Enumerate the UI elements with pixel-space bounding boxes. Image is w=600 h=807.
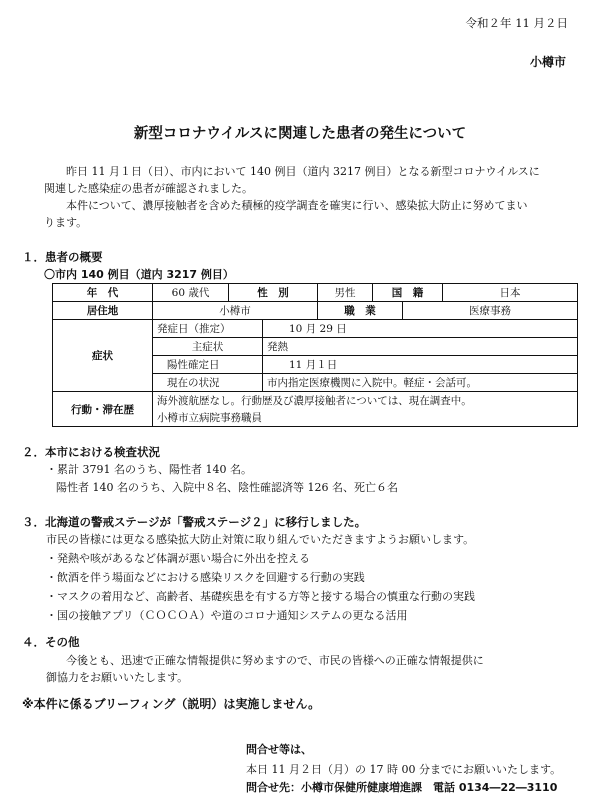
nationality-value: 日本 (443, 284, 578, 302)
list-item: ・マスクの着用など、高齢者、基礎疾患を有する方等と接する場合の慎重な行動の実践 (46, 590, 475, 603)
table-row (53, 284, 578, 302)
contact-deadline: 本日 11 月２日（月）の 17 時 00 分までにお願いいたします。 (246, 763, 562, 776)
case-label: 〇市内 140 例目（道内 3217 例目） (44, 268, 234, 281)
section4-line1: 今後とも、迅速で正確な情報提供に努めますので、市民の皆様への正確な情報提供に (66, 654, 484, 667)
activity-label: 行動・滞在歴 (53, 392, 153, 427)
sex-label: 性 別 (229, 284, 318, 302)
section3-heading: ３．北海道の警戒ステージが「警戒ステージ２」に移行しました。 (22, 515, 367, 529)
intro-para1-line1: 昨日 11 月１日（日）、市内において 140 例目（道内 3217 例目）となる新型コロナウイルスに (66, 165, 540, 178)
positive-date-label: 陽性確定日 (153, 356, 263, 374)
sex-value: 男性 (318, 284, 373, 302)
patient-info-table (52, 283, 578, 427)
section2-line2: 陽性者 140 名のうち、入院中８名、陰性確認済等 126 名、死亡６名 (56, 481, 398, 494)
release-date: 令和２年 11 月２日 (465, 16, 568, 30)
main-symptom-label: 主症状 (153, 338, 263, 356)
residence-label: 居住地 (53, 302, 153, 320)
table-row (53, 320, 578, 338)
residence-value: 小樽市 (153, 302, 318, 320)
contact-heading: 問合せ等は、 (246, 743, 312, 756)
section4-heading: ４．その他 (22, 635, 80, 649)
list-item: ・飲酒を伴う場面などにおける感染リスクを回避する行動の実践 (46, 571, 365, 584)
issuer-name: 小樽市 (529, 55, 566, 69)
onset-label: 発症日（推定） (153, 320, 263, 338)
occupation-label: 職 業 (318, 302, 403, 320)
contact-info: 問合せ先：小樽市保健所健康増進課 電話 0134―22―3110 (246, 781, 558, 794)
status-value: 市内指定医療機関に入院中。軽症・会話可。 (263, 374, 578, 392)
intro-para1-line2: 関連した感染症の患者が確認されました。 (44, 182, 253, 195)
briefing-notice: ※本件に係るブリーフィング（説明）は実施しません。 (22, 697, 321, 711)
intro-text (44, 163, 584, 231)
intro-para2-line1: 本件について、濃厚接触者を含めた積極的疫学調査を確実に行い、感染拡大防止に努めてまい (66, 199, 528, 212)
list-item: ・発熱や咳があるなど体調が悪い場合に外出を控える (46, 552, 310, 565)
status-label: 現在の状況 (153, 374, 263, 392)
positive-date-value: 11 月１日 (263, 356, 578, 374)
section4-line2: 御協力をお願いいたします。 (46, 671, 189, 684)
main-symptom-value: 発熱 (263, 338, 578, 356)
table-row (53, 392, 578, 410)
nationality-label: 国 籍 (373, 284, 443, 302)
age-label: 年 代 (53, 284, 153, 302)
age-value: 60 歳代 (153, 284, 229, 302)
section3-list (46, 549, 475, 625)
section3-intro: 市民の皆様には更なる感染拡大防止対策に取り組んでいただきますようお願いします。 (46, 533, 475, 546)
table-row (53, 302, 578, 320)
occupation-value: 医療事務 (403, 302, 578, 320)
activity-line1: 海外渡航歴なし。行動歴及び濃厚接触者については、現在調査中。 (153, 392, 578, 410)
symptoms-label: 症状 (53, 320, 153, 392)
onset-value: 10 月 29 日 (263, 320, 578, 338)
section1-heading: １．患者の概要 (22, 250, 103, 264)
list-item: ・国の接触アプリ（ＣＯＣＯＡ）や道のコロナ通知システムの更なる活用 (46, 609, 408, 622)
activity-line2: 小樽市立病院事務職員 (153, 409, 578, 427)
section2-line1: ・累計 3791 名のうち、陽性者 140 名。 (46, 463, 252, 476)
document-title: 新型コロナウイルスに関連した患者の発生について (133, 126, 467, 142)
section2-heading: ２．本市における検査状況 (22, 445, 160, 459)
intro-para2-line2: ります。 (44, 216, 88, 229)
